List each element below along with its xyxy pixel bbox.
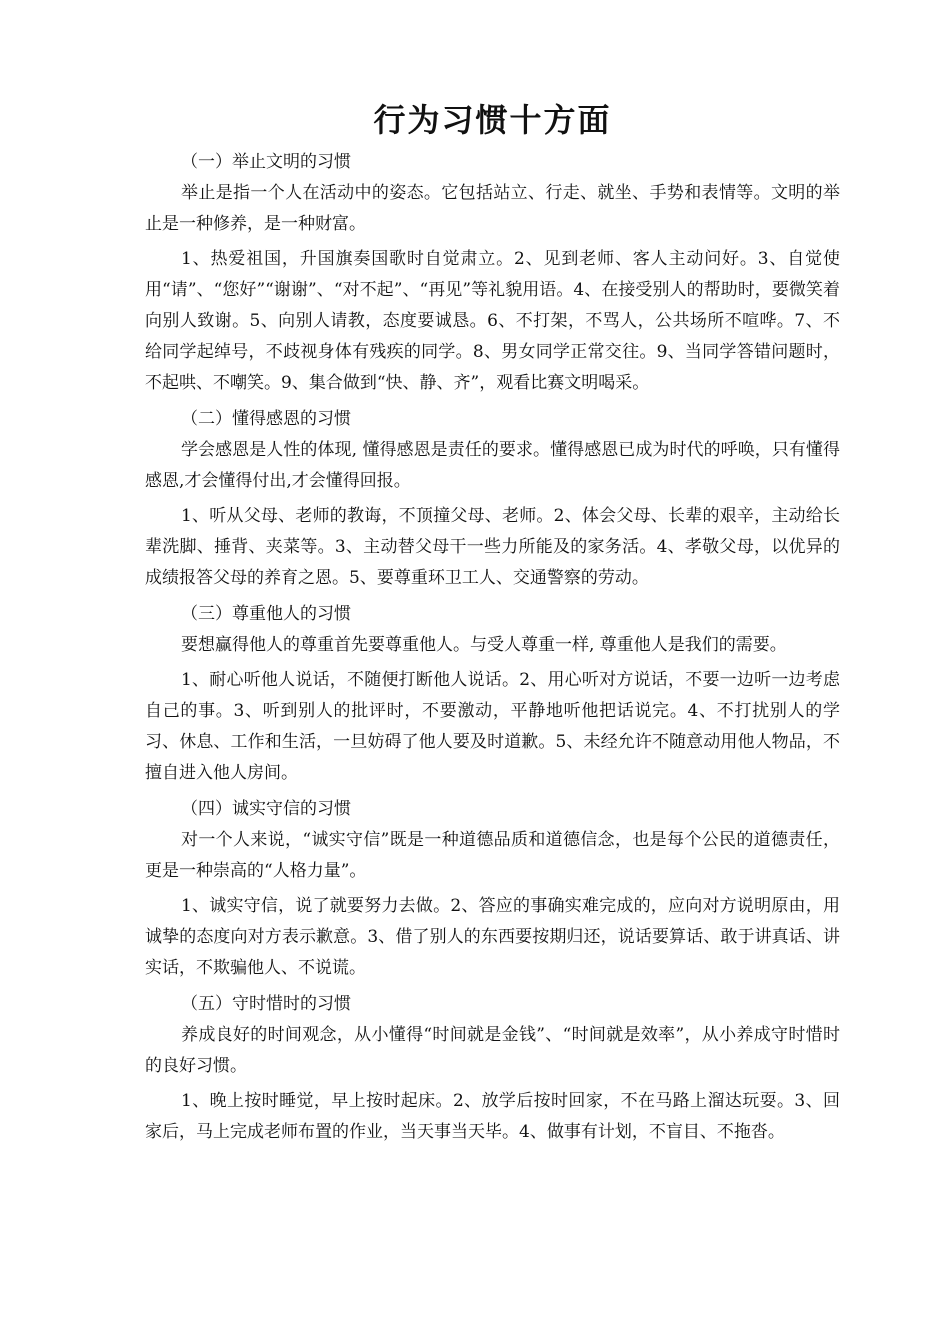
section-intro: 要想赢得他人的尊重首先要尊重他人。与受人尊重一样, 尊重他人是我们的需要。	[181, 635, 787, 655]
section-heading: （四）诚实守信的习惯	[181, 799, 351, 819]
section-items: 1、晚上按时睡觉，早上按时起床。2、放学后按时回家，不在马路上溜达玩耍。3、回家后，马上完成老师布置的作业，当天事当天毕。4、做事有计划，不盲目、不拖沓。	[145, 1091, 840, 1142]
section-intro: 养成良好的时间观念，从小懂得“时间就是金钱”、“时间就是效率”，从小养成守时惜时的良好习惯。	[145, 1025, 840, 1076]
section-items: 1、诚实守信，说了就要努力去做。2、答应的事确实难完成的，应向对方说明原由，用诚挚的态度向对方表示歉意。3、借了别人的东西要按期归还，说话要算话、敢于讲真话、讲实话，不欺骗他人、不说谎。	[145, 896, 840, 978]
section-heading: （三）尊重他人的习惯	[181, 604, 351, 624]
section-heading: （五）守时惜时的习惯	[181, 994, 351, 1014]
section-3	[145, 598, 840, 789]
section-intro: 对一个人来说，“诚实守信”既是一种道德品质和道德信念，也是每个公民的道德责任，更是一种崇高的“人格力量”。	[145, 830, 840, 881]
section-2	[145, 403, 840, 594]
section-heading: （二）懂得感恩的习惯	[181, 409, 351, 429]
section-1	[145, 146, 840, 399]
document-title: 行为习惯十方面	[373, 101, 612, 139]
section-heading: （一）举止文明的习惯	[181, 152, 351, 172]
section-5	[145, 988, 840, 1148]
section-items: 1、耐心听他人说话，不随便打断他人说话。2、用心听对方说话，不要一边听一边考虑自己的事。3、听到别人的批评时，不要激动，平静地听他把话说完。4、不打扰别人的学习、休息、工作和生活，一旦妨碍了他人要及时道歉。5、未经允许不随意动用他人物品，不擅自进入他人房间。	[145, 670, 840, 783]
section-intro: 学会感恩是人性的体现, 懂得感恩是责任的要求。懂得感恩已成为时代的呼唤，只有懂得感恩,才会懂得付出,才会懂得回报。	[145, 440, 840, 491]
section-items: 1、热爱祖国，升国旗奏国歌时自觉肃立。2、见到老师、客人主动问好。3、自觉使用“请”、“您好”“谢谢”、“对不起”、“再见”等礼貌用语。4、在接受别人的帮助时，要微笑着向别人致谢。5、向别人请教，态度要诚恳。6、不打架，不骂人，公共场所不喧哗。7、不给同学起绰号，不歧视身体有残疾的同学。8、男女同学正常交往。9、当同学答错问题时，不起哄、不嘲笑。9、集合做到“快、静、齐”，观看比赛文明喝采。	[145, 249, 840, 393]
section-4	[145, 793, 840, 984]
section-items: 1、听从父母、老师的教诲，不顶撞父母、老师。2、体会父母、长辈的艰辛，主动给长辈洗脚、捶背、夹菜等。3、主动替父母干一些力所能及的家务活。4、孝敬父母，以优异的成绩报答父母的养育之恩。5、要尊重环卫工人、交通警察的劳动。	[145, 506, 840, 588]
section-intro: 举止是指一个人在活动中的姿态。它包括站立、行走、就坐、手势和表情等。文明的举止是一种修养，是一种财富。	[145, 183, 840, 234]
